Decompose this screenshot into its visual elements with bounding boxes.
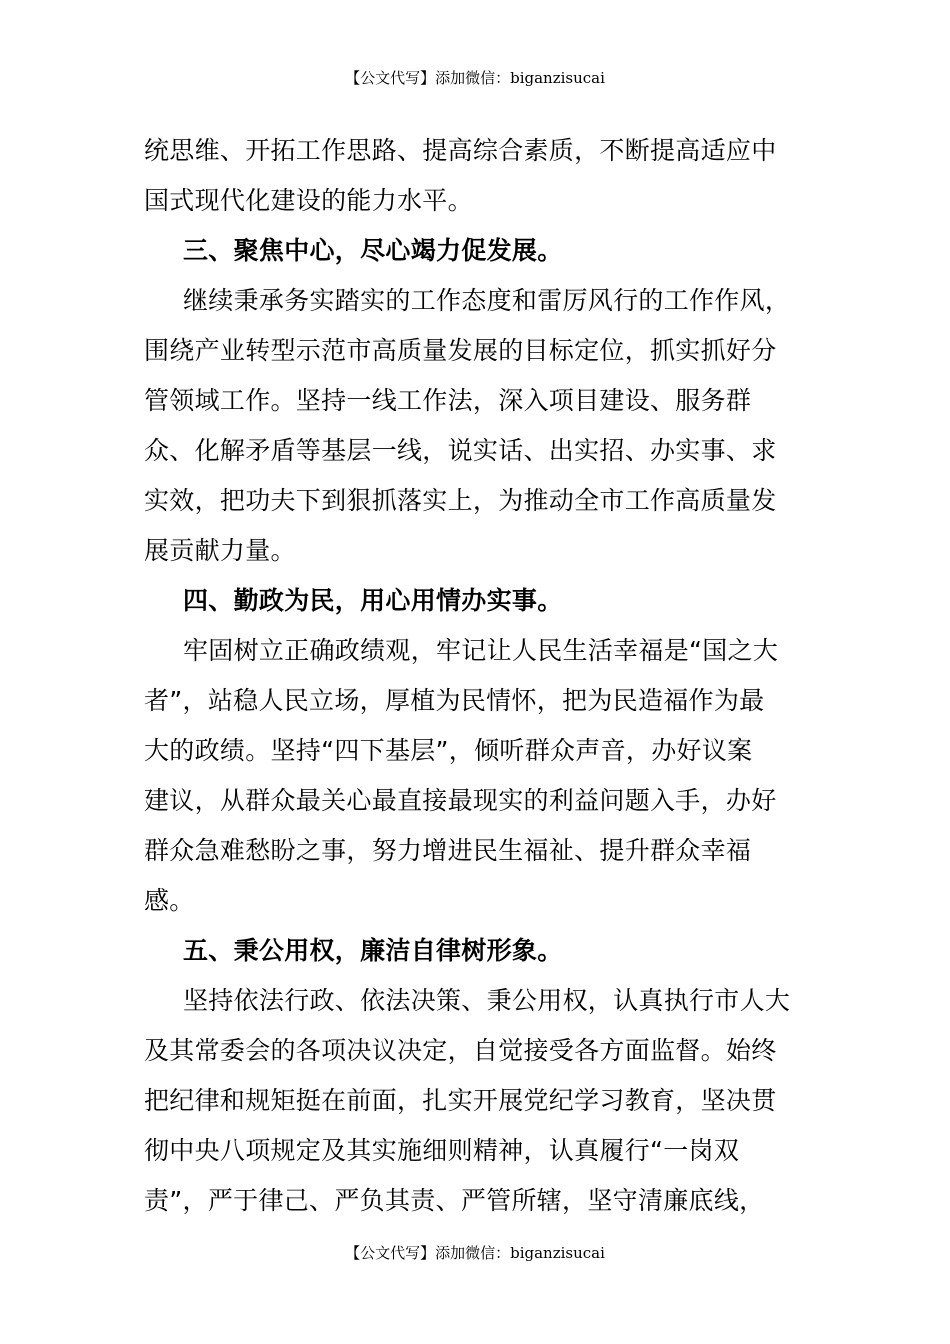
paragraph-line: 感。	[144, 886, 195, 915]
section-heading: 五、秉公用权，廉洁自律树形象。	[183, 936, 563, 965]
paragraph-line: 大的政绩。坚持“四下基层”，倾听群众声音，办好议案	[144, 736, 753, 765]
document-body	[144, 126, 814, 1226]
section-heading: 三、聚焦中心，尽心竭力促发展。	[183, 236, 563, 265]
paragraph-line: 继续秉承务实踏实的工作态度和雷厉风行的工作作风，	[183, 286, 791, 315]
paragraph-line: 实效，把功夫下到狠抓落实上，为推动全市工作高质量发	[144, 486, 777, 515]
paragraph-line: 展贡献力量。	[144, 536, 296, 565]
paragraph-line: 群众急难愁盼之事，努力增进民生福祉、提升群众幸福	[144, 836, 752, 865]
paragraph-line: 及其常委会的各项决议决定，自觉接受各方面监督。始终	[144, 1036, 777, 1065]
paragraph-line: 国式现代化建设的能力水平。	[144, 186, 473, 215]
section-heading: 四、勤政为民，用心用情办实事。	[183, 586, 563, 615]
paragraph-line: 统思维、开拓工作思路、提高综合素质，不断提高适应中	[144, 136, 777, 165]
paragraph-line: 牢固树立正确政绩观，牢记让人民生活幸福是“国之大	[183, 636, 779, 665]
paragraph-line: 把纪律和规矩挺在前面，扎实开展党纪学习教育，坚决贯	[144, 1086, 777, 1115]
paragraph-line: 众、化解矛盾等基层一线，说实话、出实招、办实事、求	[144, 436, 777, 465]
paragraph-line: 者”，站稳人民立场，厚植为民情怀，把为民造福作为最	[144, 686, 765, 715]
paragraph-line: 彻中央八项规定及其实施细则精神，认真履行“一岗双	[144, 1136, 740, 1165]
paragraph-line: 围绕产业转型示范市高质量发展的目标定位，抓实抓好分	[144, 336, 777, 365]
page-footer: 【公文代写】添加微信：biganzisucai	[345, 1244, 605, 1262]
paragraph-line: 坚持依法行政、依法决策、秉公用权，认真执行市人大	[183, 986, 791, 1015]
paragraph-line: 建议，从群众最关心最直接最现实的利益问题入手，办好	[144, 786, 777, 815]
paragraph-line: 责”，严于律己、严负其责、严管所辖，坚守清廉底线，	[144, 1186, 765, 1215]
paragraph-line: 管领域工作。坚持一线工作法，深入项目建设、服务群	[144, 386, 752, 415]
page-header: 【公文代写】添加微信：biganzisucai	[345, 69, 605, 87]
